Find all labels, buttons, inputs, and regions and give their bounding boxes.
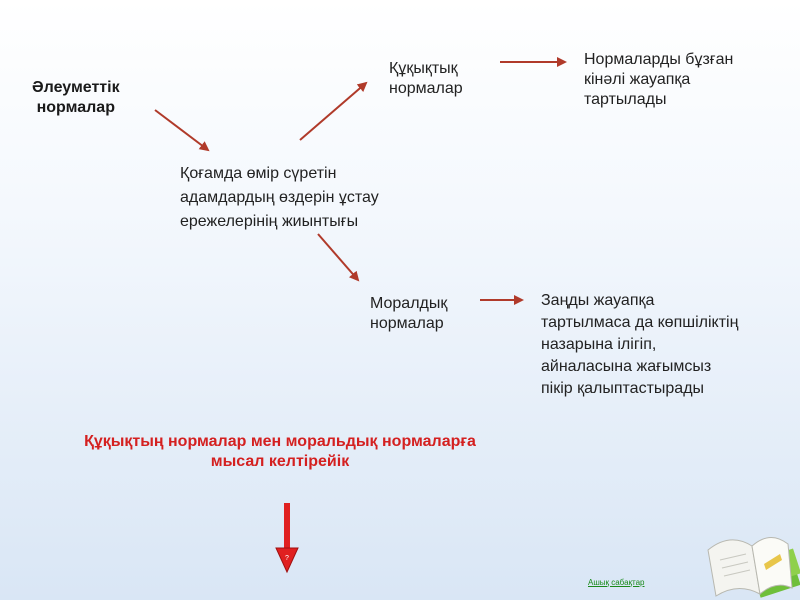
open-book-icon	[700, 510, 800, 600]
moral-norms-label: Моралдық нормалар	[370, 295, 448, 332]
red-down-arrow-icon[interactable]	[276, 503, 298, 572]
definition-text: Қоғамда өмір сүретін адамдардың өздерін ұстау ережелерінің жиынтығы	[180, 165, 379, 230]
legal-norms-result: Нормаларды бұзған кінәлі жауапқа тартылады	[584, 51, 734, 108]
svg-text:?: ?	[285, 555, 289, 562]
question-text: Құқықтың нормалар мен моральдық нормаларға мысал келтірейік	[84, 433, 476, 470]
footer-link[interactable]: Ашық сабақтар	[588, 578, 645, 587]
arrow-root-to-definition	[155, 110, 208, 150]
arrow-definition-to-moral	[318, 234, 358, 280]
moral-norms-result: Заңды жауапқа тартылмаса да көпшіліктің назарына ілігіп, айналасына жағымсыз пікір қалыптастырады	[541, 292, 739, 397]
arrow-definition-to-legal	[300, 83, 366, 140]
legal-norms-label: Құқықтық нормалар	[389, 60, 463, 97]
social-norms-label: Әлеуметтік нормалар	[32, 79, 120, 116]
